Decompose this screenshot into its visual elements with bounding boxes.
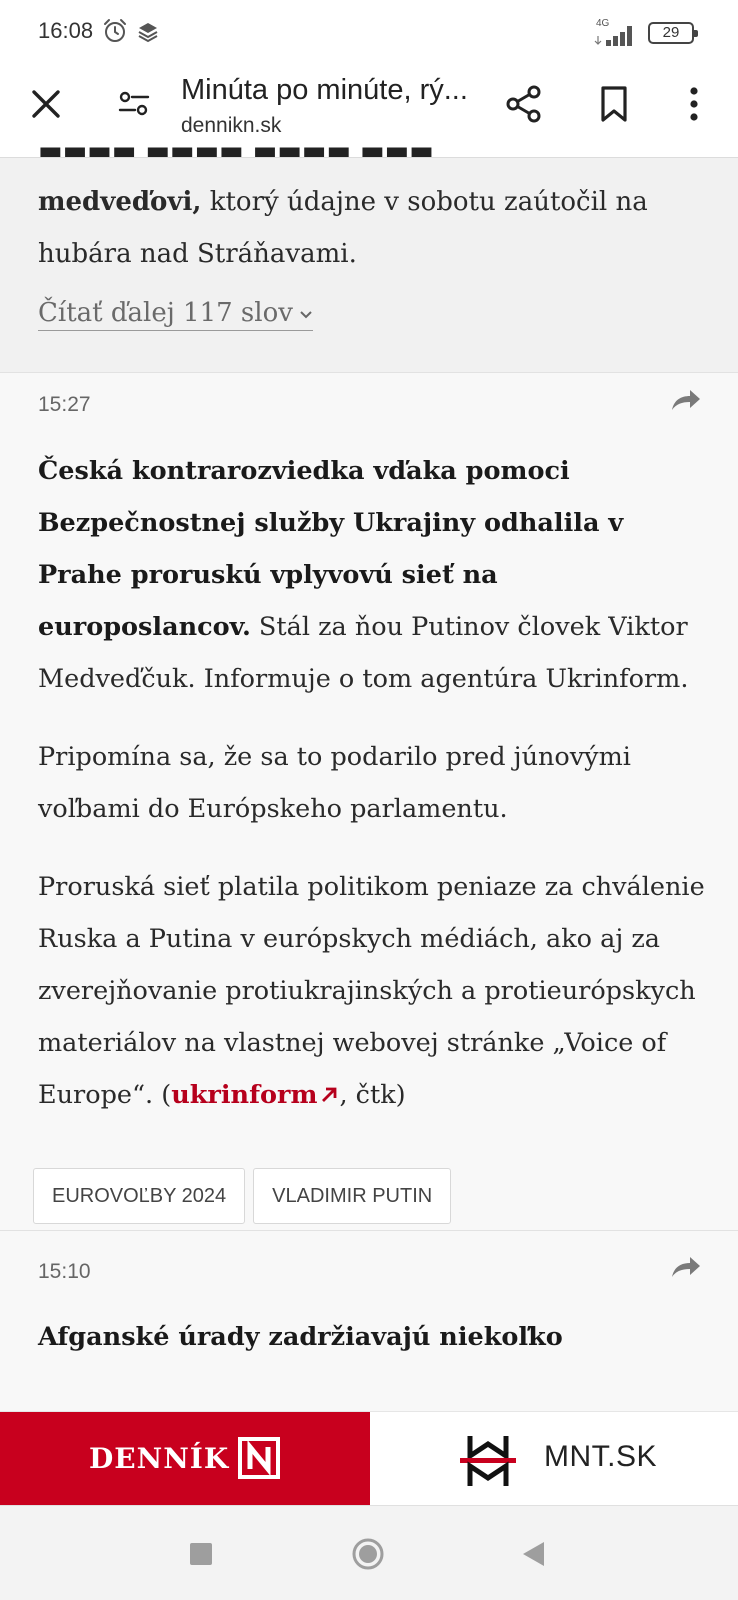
bookmark-icon[interactable] [596,84,632,124]
page-domain: dennikn.sk [181,114,282,137]
battery-icon: 29 [648,22,694,44]
layers-icon [136,20,160,44]
clipped-headline-line: ▬▬▬▬ ▬▬▬▬ ▬▬▬▬ ▬▬▬ [38,136,434,166]
mnt-label[interactable] [544,1440,657,1474]
entry-paragraph-text: Proruská sieť platila politikom peniaze za chválenie Ruska a Putina v európskych médiách, ako aj za zverejňovanie protiukrajinských a protieurópskych materiálov na vlastnej webovej stránke „Voice of Europe“. ( [38,872,705,1110]
status-right [578,18,698,46]
network-type: 4G [596,18,610,29]
entry-paragraph: Pripomína sa, že sa to podarilo pred júnovými voľbami do Európskeho parlamentu. [38,742,631,824]
entry-body [38,1311,708,1363]
system-nav-bar [0,1505,738,1600]
share-icon[interactable] [504,84,544,124]
live-feed [0,136,738,1411]
mnt-logo-icon [460,1432,516,1488]
previous-entry-bold: medveďovi, [38,187,202,217]
home-icon[interactable] [351,1537,385,1571]
mnt-label-main: MNT [544,1440,608,1473]
recents-icon[interactable] [190,1543,212,1565]
back-icon[interactable] [520,1540,546,1568]
entry-time: 15:10 [38,1260,91,1283]
previous-entry-text [38,176,698,280]
more-vert-icon[interactable] [680,84,708,124]
previous-entry [0,136,738,373]
dennik-label: DENNÍK [89,1442,230,1475]
entry-time: 15:27 [38,393,91,416]
source-link-label: ukrinform [171,1080,318,1110]
signal-icon [592,24,638,46]
entry-lead: Stál za ňou Putinov človek Viktor Medveďčuk. Informuje o tom agentúra Ukrinform. [38,612,689,694]
read-more-label: Čítať ďalej 117 slov [38,298,293,328]
tune-icon[interactable] [116,86,152,122]
entry-headline: Česká kontrarozviedka vďaka pomoci Bezpečnostnej služby Ukrajiny odhalila v Prahe proruskú vplyvovú sieť na europoslancov. [38,456,624,642]
dennik-n-banner[interactable] [0,1412,370,1506]
status-bar [0,0,738,64]
dennik-n-logo-icon [237,1436,281,1480]
previous-entry-rest: ktorý údajne v sobotu zaútočil na hubára nad Stráňavami. [38,187,648,269]
entry-paragraph [38,861,708,1121]
page-title: Minúta po minúte, rý... [181,74,468,106]
share-arrow-icon[interactable] [670,386,702,414]
entry-divider [0,1230,738,1231]
status-time: 16:08 [38,18,94,43]
share-arrow-icon[interactable] [670,1253,702,1281]
entry-headline: Afganské úrady zadržiavajú niekoľko [38,1322,563,1352]
external-link-icon [319,1085,339,1105]
tag-list [33,1168,459,1224]
entry-body [38,445,708,705]
close-icon[interactable] [26,84,66,124]
mnt-label-domain: .SK [607,1440,658,1473]
chevron-down-icon [299,307,313,321]
source-suffix: , čtk) [339,1080,406,1110]
alarm-icon [102,18,128,44]
tag-chip[interactable]: VLADIMIR PUTIN [253,1168,451,1224]
tag-chip[interactable]: EUROVOĽBY 2024 [33,1168,245,1224]
source-link[interactable] [171,1080,339,1110]
app-banner [0,1411,738,1505]
read-more-link[interactable] [38,298,313,331]
